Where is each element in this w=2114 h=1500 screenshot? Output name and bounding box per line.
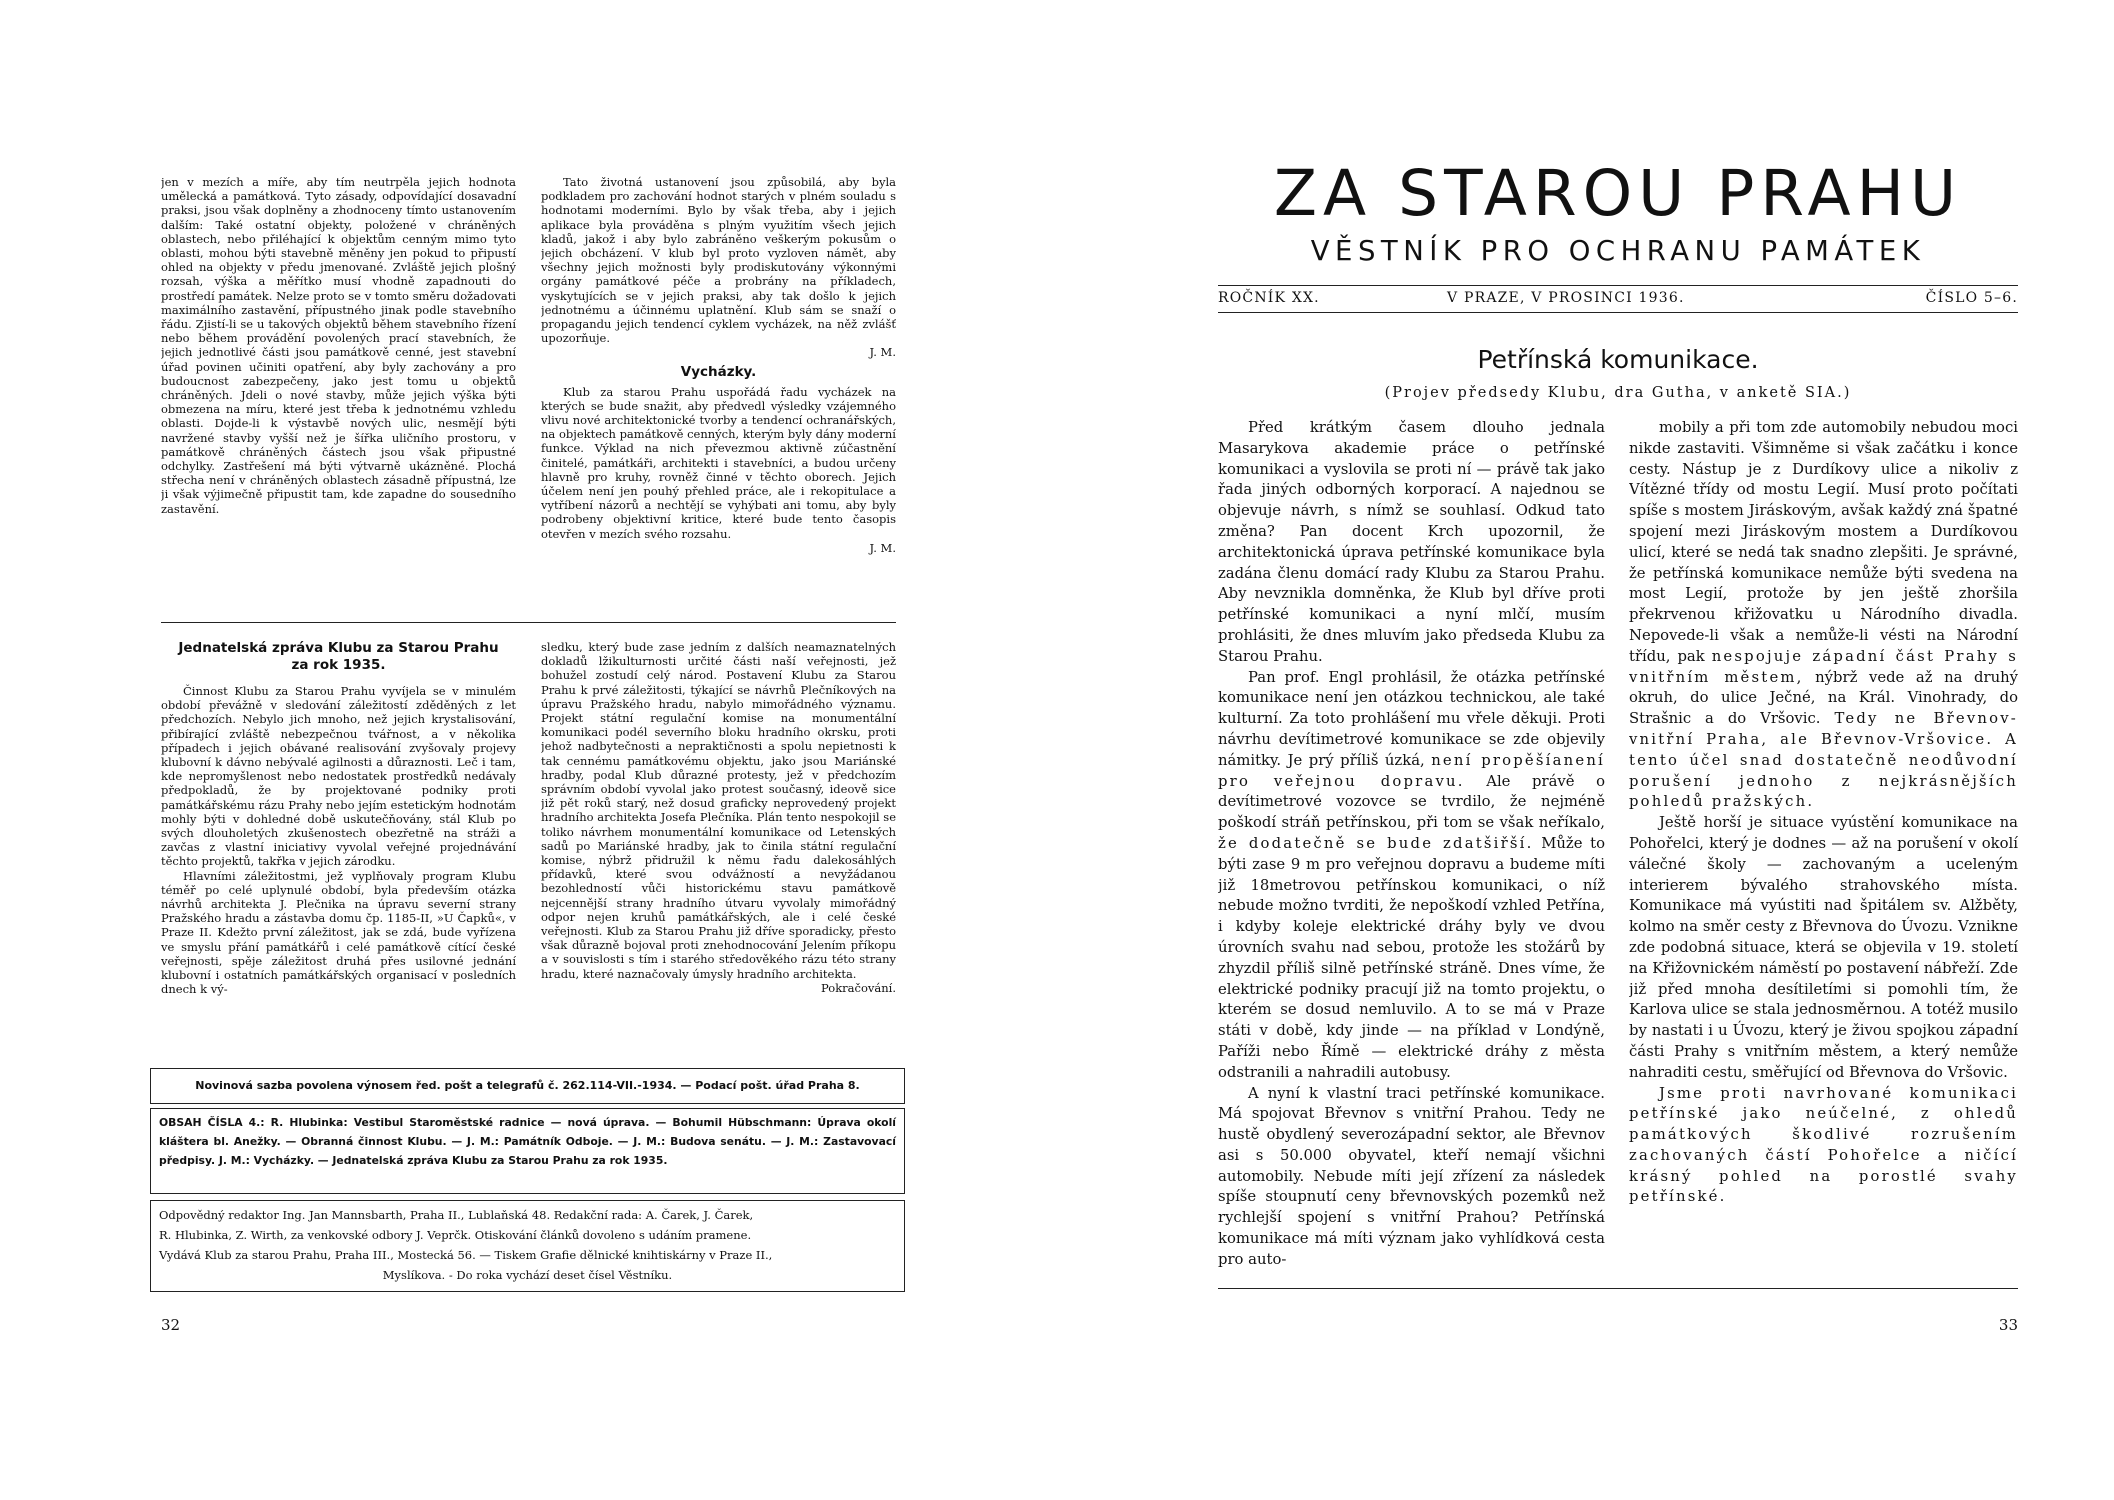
report-paragraph-2: Hlavními záležitostmi, jež vyplňovaly program Klubu téměř po celé uplynulé období, byla především otázka návrhů architekta J. Plečnika na úpravu severní strany Pražského hradu a zástavba domu čp. 1185-II, »U Čapků«, v Praze II. Kdežto první záležitost, jak se zdá, bude vyřízena ve smyslu přání památkářů i celé památkově cítící české veřejnosti, spěje záležitost druhá přes usilovné jednání klubovní i ostatních památkářských organisací v posledních dnech k vý- (161, 868, 516, 997)
masthead-subtitle: VĚSTNÍK PRO OCHRANU PAMÁTEK (1310, 235, 1926, 267)
article-paragraph-3: A nyní k vlastní traci petřínské komunikace. Má spojovat Břevnov s vnitřní Prahou. Tedy ne hustě obydlený severozápadní sektor, ale Břevnov asi s 50.000 obyvatel, kteří nemají všichni automobily. Nebude míti její zřízení za následek spíše stoupnutí ceny břevnovských pozemků než rychlejší spojení s vnitřní Prahou? Petřínská komunikace má míti význam jako vyhlídková cesta pro auto- (1218, 1084, 1605, 1268)
article-column-1 (1218, 418, 1605, 1270)
article-subtitle: (Projev předsedy Klubu, dra Gutha, v anketě SIA.) (1384, 385, 1852, 401)
page-number-right: 33 (1998, 1316, 2018, 1334)
article-spaced-1: není propěšíanení pro veřejnou dopravu. (1218, 751, 1605, 790)
article-paragraph-4a: mobily a při tom zde automobily nebudou moci nikde zastaviti. Všimněme si však začátku i konce cesty. Nástup je z Durdíkovy ulice a nikoliv z Vítězné třídy od mostu Legií. Musí proto počítati spíše s mostem Jiráskovým, avšak každý zná špatné spojení mezi Jiráskovým mostem a Durdíkovou ulicí, které se nedá tak snadno zlepšiti. Je správné, že petřínská komunikace nemůže býti svedena na most Legií, protože by jen ještě zhoršila překrvenou křižovatku u Národního divadla. Nepovede-li však a nemůže-li vésti na Národní třídu, pak (1629, 419, 2018, 665)
imprint-line-1: Odpovědný redaktor Ing. Jan Mannsbarth, Praha II., Lublaňská 48. Redakční rada: A. Čarek, J. Čarek, (159, 1208, 754, 1222)
article-paragraph-5: Ještě horší je situace vyústění komunikace na Pohořelci, který je dodnes — až na porušení v okolí válečné školy — zachovaným a uceleným interierem bývalého strahovského místa. Komunikace má vyústiti nad špitálem sv. Alžběty, kolmo na směr cesty z Břevnova do Úvozu. Vznikne zde podobná situace, která se objevila v 19. století na Křižovnickém náměstí po postavení nábřeží. Zde již před mnoha desítiletími si pomohli tím, že Karlova ulice se stala jednosměrnou. A totéž musilo by nastati i u Úvozu, který je živou spojkou západní části Prahy s vnitřním městem, a který nemůže nahraditi cestu, směřující od Břevnova do Vršovic. (1629, 814, 2018, 1081)
contents-text: OBSAH ČÍSLA 4.: R. Hlubinka: Vestibul Staroměstské radnice — nová úprava. — Bohumil Hübschmann: Úprava okolí kláštera bl. Anežky. — Obranná činnost Klubu. — J. M.: Památník Odboje. — J. M.: Budova senátu. — J. M.: Zastavovací předpisy. J. M.: Vycházky. — Jednatelská zpráva Klubu za Starou Prahu za rok 1935. (159, 1116, 896, 1167)
signature-jm-1: J. M. (869, 345, 896, 360)
signature-jm-2: J. M. (869, 540, 896, 555)
masthead-rule-top (1218, 285, 2018, 286)
page-number-left: 32 (161, 1316, 181, 1334)
article-paragraph-2b: Ale právě o devítimetrové vozovce se tvrdilo, že nejméně poškodí stráň petřínskou, při tom se však neříkalo, (1218, 772, 1605, 832)
article-spaced-4: Tedy ne Břevnov-vnitřní Praha, ale Břevnov-Vršovice. A tento účel snad dostatečně neodůvodní porušení jednoho z nejkrásnějších pohledů pražských. (1629, 710, 2018, 811)
left-column-2-top (541, 175, 896, 615)
article-paragraph-2c: Může to býti zase 9 m pro veřejnou dopravu a budeme míti již 18metrovou petřínskou komunikaci, o níž nebude možno tvrditi, že nepoškodí vzhled Petřína, i kdyby koleje elektrické dráhy byly ve dvou úrovních svahu nad sebou, protože les stožárů by zhyzdil příliš silně petřínské stráně. Dnes víme, že elektrické podniky pracují již na tomto projektu, o kterém se dosud nemluvilo. A to se má v Praze státi v době, kdy jinde — na příklad v Londýně, Paříži nebo Římě — elektrické dráhy z města odstranili a nahradili autobusy. (1218, 834, 1605, 1081)
article-spaced-3: nespojuje západní část Prahy s vnitřním městem, (1629, 647, 2018, 686)
volume-label: ROČNÍK XX. (1218, 290, 1320, 306)
imprint-line-2: R. Hlubinka, Z. Wirth, za venkovské odbory J. Veprčk. Otiskování článků dovoleno s udáním pramene. (159, 1228, 752, 1242)
article-paragraph-1: Před krátkým časem dlouho jednala Masarykova akademie práce o petřínské komunikaci a vyslovila se proti ní — právě tak jako řada jiných odborných korporací. A najednou se objevuje návrh, s nímž se souhlasí. Odkud tato změna? Pan docent Krch upozornil, že architektonická úprava petřínské komunikace byla zadána členu domácí rady Klubu za Starou Prahu. Aby nevznikla domněnka, že Klub byl dříve proti petřínské komunikaci a nyní mlčí, musím prohlásiti, že dnes mluvím jako předseda Klubu za Starou Prahu. (1218, 419, 1605, 665)
article-column-2 (1629, 418, 2018, 1270)
left-column-1-bottom (161, 640, 516, 1060)
masthead-title: ZA STAROU PRAHU (1273, 157, 1963, 230)
contents-box (150, 1108, 905, 1194)
article-spaced-2: že dodatečně se bude zdatšiřší. (1218, 834, 1534, 852)
report-heading-line2: za rok 1935. (291, 657, 386, 673)
vychazky-heading: Vycházky. (680, 363, 757, 380)
report-paragraph-1: Činnost Klubu za Starou Prahu vyvíjela se v minulém období převážně v sledování záležitostí zděděných z let předchozích. Nebylo jich mnoho, než jejich krystalisování, přibírající zvláště nebezpečnou tvářnost, a v několika případech i jejich obávané realisování zvyšovaly projevy klubovní k dávno nebývalé agilnosti a důraznosti. Leč i tam, kde nepromyšlenost nebo nedostatek prostředků nedávaly předpokladů, že by projektované podniky proti památkářskému rázu Prahy nebo jejím estetickým hodnotám mohly býti v dohledné době uskutečňovány, stál Klub po svých dlouholetých zkušenostech obezřetně na stráži a zavčas z vlastní iniciativy vyvolal veřejné projednávání těchto projektů, takřka v jejich zárodku. (161, 684, 516, 869)
left-column-2-bottom (541, 640, 896, 1060)
page-bottom-rule (1218, 1288, 2018, 1289)
article-title: Petřínská komunikace. (1477, 345, 1759, 374)
section-divider (161, 622, 896, 623)
article-paragraph-4b: nýbrž vede až na druhý okruh, do ulice Ječné, na Král. Vinohrady, do Strašnic a do Vršovic. (1629, 668, 2018, 728)
article-paragraph-6: Jsme proti navrhované komunikaci petřínské jako neúčelné, z ohledů památkových škodlivé rozrušením zachovaných částí Pohořelce a ničící krásný pohled na porostlé svahy petřínské. (1629, 1084, 2018, 1206)
postal-notice: Novinová sazba povolena výnosem řed. pošt a telegrafů č. 262.114-VII.-1934. — Podací pošt. úřad Praha 8. (195, 1079, 860, 1092)
article-paragraph-4 (1629, 418, 2018, 813)
report-continuation: sledku, který bude zase jedním z dalších neamaznatelných dokladů lžikulturnosti určité části naší veřejnosti, jež bohužel zostudí celý národ. Postavení Klubu za Starou Prahu k prvé záležitosti, týkající se návrhů Plečníkových na úpravu Pražského hradu, nabylo mimořádného významu. Projekt státní regulační komise na monumentální komunikaci podél severního bloku hradního okrsku, proti jehož nadbytečnosti a nepraktičnosti a spolu nepietnosti k tak cennému památkovému objektu, jako jsou Mariánské hradby, podal Klub důrazné protesty, jež v předchozím správním období vyvolal jako protest současný, ideově sice již pět roků starý, než dosud graficky neprovedený projekt hradního architekta Josefa Plečníka. Plán tento nespokojil se toliko návrhem monumentální komunikace od Letenských sadů po Mariánské hradby, jak to činila státní regulační komise, nýbrž přidružil k němu řadu dalekosáhlých přídavků, které svou odvážností a nevyžádanou bezohledností vůči historickému stavu památkově nejcennější strany hradního útvaru vyvolaly mimořádný odpor nejen kruhů památkářských, ale i celé české veřejnosti. Klub za Starou Prahu již dříve sporadicky, přesto však důrazně bojoval proti znehodnocování Jelením příkopu a v souvislosti s tím i starého středověkého rázu této strany hradu, které naznačovaly úmysly hradního architekta. (541, 640, 896, 981)
report-heading-line1: Jednatelská zpráva Klubu za Starou Prahu (178, 640, 499, 656)
zastavovaci-text: jen v mezích a míře, aby tím neutrpěla jejich hodnota umělecká a památková. Tyto zásady, odpovídající dosavadní praksi, jsou však doplněny a zhodnoceny tímto ustanovením dalším: Také ostatní objekty, položené v chráněných oblastech, nebo přiléhající k objektům cenným mimo tyto oblasti, mohou býti stavebně měněny jen pokud to připustí ohled na objekty v předu jmenované. Zvláště jejich plošný rozsah, výška a měřítko musí vhodně zapadnouti do prostředí památek. Nelze proto se v tomto směru dožadovati maximálního zastavění, přípustného jinak podle stavebního řádu. Zjistí-li se u takových objektů během stavebního řízení nebo během provádění povolených prací stavebních, že jejich jednotlivé části jsou památkově cenné, jest stavební úřad povinen učiniti opatření, aby byly zachovány a pro budoucnost zabezpečeny, jako jest tomu u objektů chráněných. Jdeli o nové stavby, může jejich výška býti obmezena na míru, které jest třeba k jednotnému vzhledu oblasti. Dojde-li k výstavbě nových ulic, nesmějí býti navržené stavby vyšší než je šířka uličního prostoru, v památkově chráněných částech jsou však připustné odchylky. Zastřešení má býti výtvarně ukázněné. Plochá střecha není v chráněných oblastech zásadně přípustná, lze ji však výjimečně připustit tam, kde zapadne do sousedního zastavění. (161, 175, 516, 516)
imprint-box (150, 1200, 905, 1292)
vychazky-text: Klub za starou Prahu uspořádá řadu vycházek na kterých se bude snažit, aby předvedl výsledky vzájemného vlivu nové architektonické tvorby a tendencí ochranářských, na objektech památkově cenných, kterým byly dány moderní funkce. Výklad na nich převezmou aktivně zúčastnění činitelé, památkáři, architekti i stavebníci, a budou určeny hlavně pro kruhy, rovněž činné v těchto oborech. Jejich účelem není jen pouhý přehled práce, ale i rekopitulace a vytříbení názorů a nechtějí se vyhýbati ani tomu, aby byly podrobeny objektivní kritice, které bude tento časopis otevřen v mezích svého rozsahu. (541, 384, 896, 541)
right-page (1057, 0, 2114, 1500)
imprint-line-3: Vydává Klub za starou Prahu, Praha III., Mostecká 56. — Tiskem Grafie dělnické knihtiskárny v Praze II., (159, 1248, 773, 1262)
postal-notice-box (150, 1068, 905, 1104)
imprint-line-4: Myslíkova. - Do roka vychází deset čísel Věstníku. (382, 1268, 673, 1282)
ustanoveni-text: Tato životná ustanovení jsou způsobilá, aby byla podkladem pro zachování hodnot starých v plném souladu s hodnotami moderními. Bylo by však třeba, aby i jejich aplikace byla prováděna s plným využitím všech jejich kladů, jakož i aby bylo zabráněno veškerým pokusům o jejich obcházení. V klub byl proto vyzloven námět, aby všechny jejich možnosti byly prodiskutovány výkonnými orgány památkové péče a probrány na příkladech, vyskytujících se v jejich praksi, aby tak došlo k jejich jednotnému a účinnému uplatnění. Klub sám se snaží o propagandu jejich tendencí cyklem vycházek, na něž zvlášť upozorňuje. (541, 175, 896, 346)
place-date-label: V PRAZE, V PROSINCI 1936. (1447, 290, 1685, 306)
article-paragraph-2a: Pan prof. Engl prohlásil, že otázka petřínské komunikace není jen otázkou technickou, ale také kulturní. Za toto prohlášení mu vřele děkuji. Proti návrhu devítimetrové komunikace se zde objevily námitky. Je prý příliš úzká, (1218, 668, 1605, 769)
left-column-1-top (161, 175, 516, 615)
masthead-rule-bottom (1218, 312, 2018, 313)
pokracovani-note: Pokračování. (821, 980, 896, 995)
article-paragraph-2 (1218, 668, 1605, 1084)
issue-label: ČÍSLO 5–6. (1925, 290, 2018, 306)
